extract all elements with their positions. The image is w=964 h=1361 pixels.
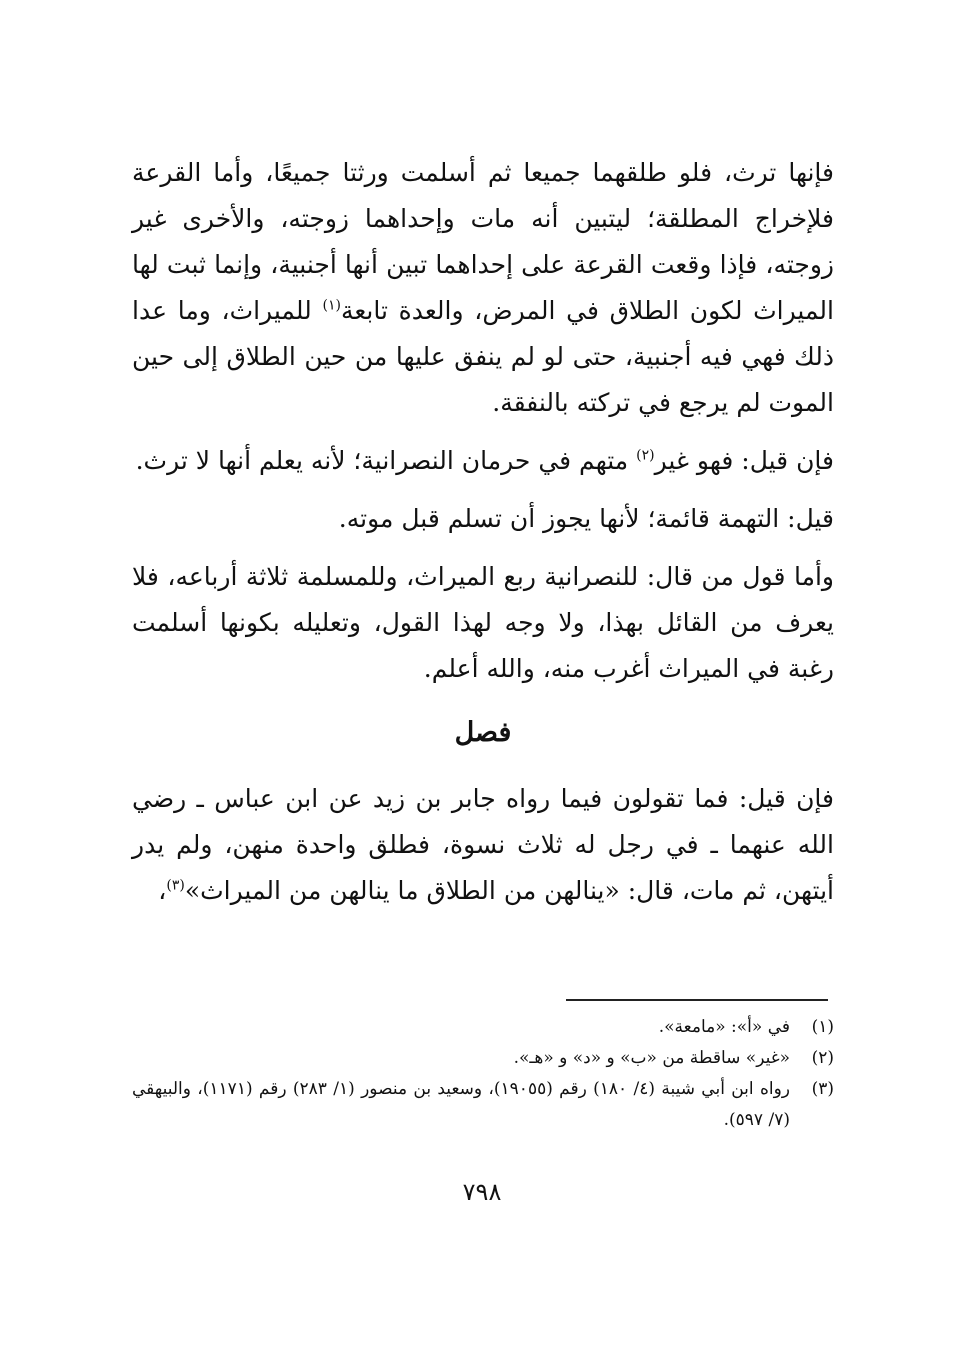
footnote-number: (١) [811,1017,834,1037]
paragraph-3 [132,496,834,542]
footnote-1 [132,1012,834,1043]
footnote-ref-3: (٣) [166,877,185,894]
paragraph-2 [132,438,834,484]
footnote-number: (٣) [811,1079,834,1099]
paragraph-4 [132,554,834,692]
page-number: ٧٩٨ [462,1178,502,1206]
footnote-number: (٢) [811,1048,834,1068]
paragraph-4-text: وأما قول من قال: للنصرانية ربع الميراث، وللمسلمة ثلاثة أرباعه، فلا يعرف من القائل بهذا، ولا وجه لهذا القول، وتعليله بكونها أسلمت رغبة في الميراث أغرب منه، والله أعلم. [132,562,834,683]
paragraph-2-text-a: فإن قيل: فهو غير [654,446,834,475]
paragraph-2-text-b: متهم في حرمان النصرانية؛ لأنه يعلم أنها لا ترث. [135,446,637,475]
footnotes [132,1012,834,1136]
paragraph-5-text-a: فإن قيل: فما تقولون فيما رواه جابر بن زيد عن ابن عباس ـ رضي الله عنهما ـ في رجل له ثلاث نسوة، فطلق واحدة منهن، ولم يدر أيتهن، ثم مات، قال: «ينالهن من الطلاق ما ينالهن من الميراث» [132,784,834,905]
footnote-text: في «أ»: «مامعة». [658,1017,790,1037]
main-text [132,150,834,926]
footnote-text: «غير» ساقطة من «ب» و «د» و «هـ». [513,1048,790,1068]
footnote-ref-2: (٢) [636,447,655,464]
paragraph-1-text-b: للميراث، وما عدا ذلك فهي فيه أجنبية، حتى لو لم ينفق عليها من حين الطلاق إلى حين الموت لم يرجع في تركته بالنفقة. [132,296,834,417]
footnote-divider [566,999,828,1001]
footnote-ref-1: (١) [322,297,341,314]
paragraph-1-text-a: فإنها ترث، فلو طلقهما جميعا ثم أسلمت ورثتا جميعًا، وأما القرعة فلإخراج المطلقة؛ ليتبين أنه مات وإحداهما زوجته، والأخرى غير زوجته، فإذا وقعت القرعة على إحداهما تبين أنها أجنبية، وإنما ثبت لها الميراث لكون الطلاق في المرض، والعدة تابعة [132,158,834,325]
footnote-3 [132,1074,834,1136]
paragraph-5-text-b: ، [158,876,167,905]
paragraph-1 [132,150,834,426]
paragraph-3-text: قيل: التهمة قائمة؛ لأنها يجوز أن تسلم قبل موته. [338,504,834,533]
footnote-text: رواه ابن أبي شيبة (٤/ ١٨٠) رقم (١٩٠٥٥)، وسعيد بن منصور (١/ ٢٨٣) رقم (١١٧١)، والبيهقي (٧/ ٥٩٧). [132,1079,791,1130]
footnote-2 [132,1043,834,1074]
section-heading: فصل [454,717,512,748]
paragraph-5 [132,776,834,914]
